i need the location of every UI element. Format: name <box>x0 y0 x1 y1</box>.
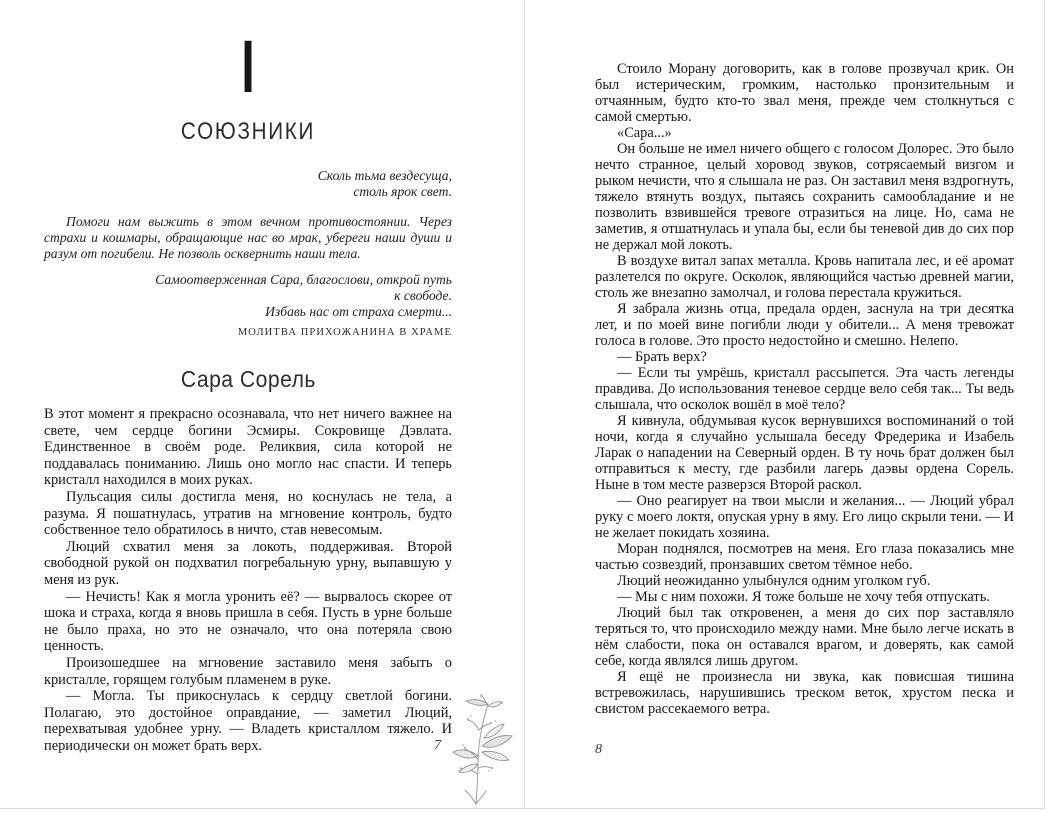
paragraph: Люций неожиданно улыбнулся одним уголком губ. <box>617 573 931 589</box>
paragraph: — Мы с ним похожи. Я тоже больше не хочу тебя отпускать. <box>617 589 990 605</box>
paragraph: Я забрала жизнь отца, предала орден, заснула на три десятка лет, и по моей вине погибли люди у обители... А меня тревожат голоса в голове. Это просто недостойно и смешно. Нелепо. <box>595 301 1014 349</box>
paragraph: Моран поднялся, посмотрев на меня. Его глаза показались мне частью созвездий, пронзавших светом тёмное небо. <box>595 541 1014 573</box>
epigraph-invocation <box>44 272 452 320</box>
paragraph: Я кивнула, обдумывая кусок вернувшихся воспоминаний о той ночи, когда я случайно услышала беседу Фредерика и Изабель Ларак о нападении на Северный орден. В ту ночь брат должен был отправиться к месту, где разбили лагерь даэвы ордена Сорель. Ныне в том месте разверзся Второй раскол. <box>595 413 1014 493</box>
chapter-numeral: I <box>237 25 259 108</box>
epigraph <box>44 168 452 341</box>
page-right <box>525 0 1044 808</box>
paragraph: Стоило Морану договорить, как в голове прозвучал крик. Он был истерическим, громким, настолько пронзительным и отчаянным, будто кто-то звал меня, прежде чем столкнуться с самой смертью. <box>595 61 1014 125</box>
epigraph-attribution: МОЛИТВА ПРИХОЖАНИНА В ХРАМЕ <box>237 327 452 338</box>
invocation-line: Самоотверженная Сара, благослови, открой путь <box>155 272 452 287</box>
invocation-line: к свободе. <box>394 288 452 303</box>
section-heading-text: Сара Сорель <box>180 366 316 392</box>
page-number-left: 7 <box>434 738 441 753</box>
paragraph: Он больше не имел ничего общего с голосом Долорес. Это было нечто странное, целый хоровод звуков, сотрясаемый визгом и рыком нечисти, что я слышала не раз. Он заставил меня вздрогнуть, тяжело втянуть воздух, пытаясь сохранить самообладание и не позволить взвившейся тревоге отразиться на лице. Но, сама не заметив, я отшатнулась и упала бы, если бы теневой див до сих пор не держал мой локоть. <box>595 141 1014 253</box>
paragraph: В этот момент я прекрасно осознавала, что нет ничего важнее на свете, чем сердце богини Эсмиры. Сокровище Дэвлата. Единственное в своём роде. Реликвия, сила которой не поддавалась пониманию. Лишь оно могло нас спасти. И теперь кристалл находился в моих руках. <box>44 406 452 489</box>
paragraph: Люций был так откровенен, а меня до сих пор заставляло теряться то, что происходило между нами. Мне было легче искать в нём слабости, пока он оставался врагом, и доверять, как самой себе, когда являлся лишь другом. <box>595 605 1014 669</box>
left-body-text <box>44 406 452 754</box>
page-number-right: 8 <box>595 742 602 757</box>
epigraph-verse-line: столь ярок свет. <box>353 184 452 199</box>
paragraph: — Оно реагирует на твои мысли и желания... — Люций убрал руку с моего локтя, опуская урну в яму. Его лицо скрыли тени. — И не желает покидать хозяина. <box>595 493 1014 541</box>
page-left <box>0 0 525 808</box>
paragraph: — Нечисть! Как я могла уронить её? — вырвалось скорее от шока и страха, когда я вновь пришла в себя. Пусть в урне больше не было праха, но это не означало, что она потеряла свою ценность. <box>44 588 452 655</box>
paragraph: «Сара...» <box>617 125 672 141</box>
chapter-title-text: СОЮЗНИКИ <box>180 118 316 145</box>
epigraph-paragraph: Помоги нам выжить в этом вечном противостоянии. Через страхи и кошмары, обращающие нас во мрак, убереги наши души и разум от погибели. Не позволь осквернить наши тела. <box>44 214 452 261</box>
right-body-text <box>595 61 1014 717</box>
paragraph: — Если ты умрёшь, кристалл рассыпется. Эта часть легенды правдива. До использования теневое сердце вело себя так... Ты ведь слышала, что осколок вошёл в моё тело? <box>595 365 1014 413</box>
paragraph: Произошедшее на мгновение заставило меня забыть о кристалле, горящем голубым пламенем в руке. <box>44 654 452 688</box>
invocation-line: Избавь нас от страха смерти... <box>265 304 452 319</box>
paragraph: — Могла. Ты прикоснулась к сердцу светлой богини. Полагаю, это достойное оправдание, — заметил Люций, перехватывая удобнее урну. — Владеть кристаллом тяжело. И периодически он может брать верх. <box>44 688 452 754</box>
chapter-title <box>44 118 452 146</box>
epigraph-verse-line: Сколь тьма вездесуща, <box>317 168 452 183</box>
botanical-sprig-illustration <box>438 694 520 806</box>
paragraph: Пульсация силы достигла меня, но коснулась не тела, а разума. Я пошатнулась, утратив на мгновение контроль, будто собственное тело обратилось в ничто, став невесомым. <box>44 488 452 539</box>
paragraph: В воздухе витал запах металла. Кровь напитала лес, и её аромат разлетелся по округе. Осколок, являющийся частью древней магии, столь же внезапно замолчал, и голова перестала кружиться. <box>595 253 1014 301</box>
paragraph: Люций схватил меня за локоть, поддерживая. Второй свободной рукой он подхватил погребальную урну, выпавшую у меня из рук. <box>44 538 452 588</box>
section-heading <box>44 366 452 393</box>
right-page-content <box>525 0 1044 717</box>
left-page-content <box>44 25 452 754</box>
paragraph: Я ещё не произнесла ни звука, как повисшая тишина встревожилась, нарушившись треском веток, хрустом песка и свистом рассекаемого ветра. <box>595 669 1014 717</box>
paragraph: — Брать верх? <box>617 349 707 365</box>
